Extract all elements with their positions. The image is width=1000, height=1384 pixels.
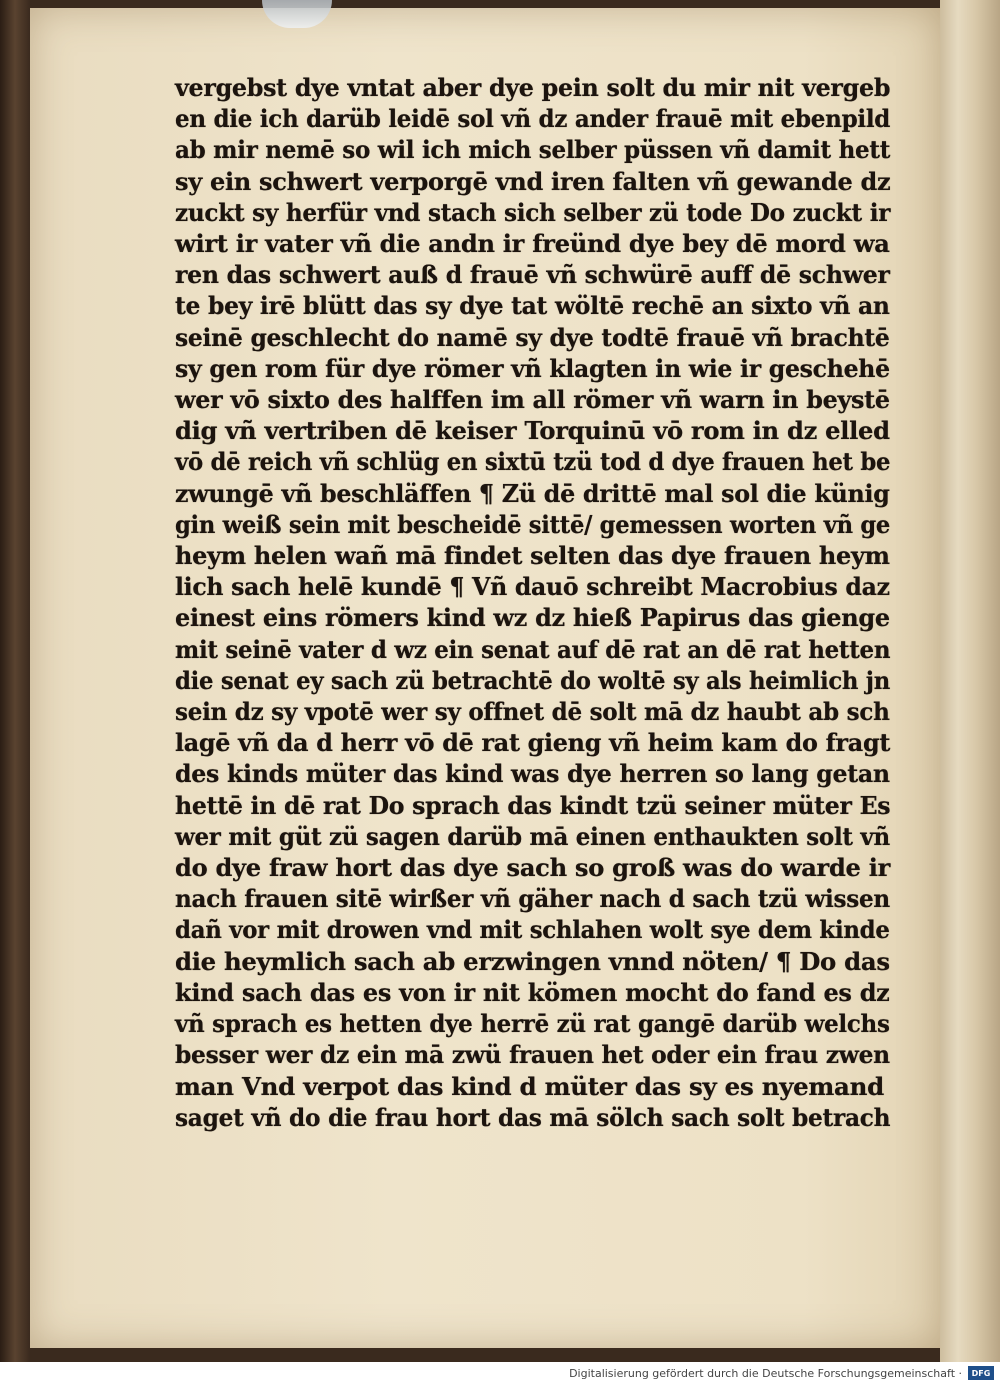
text-line: ren das schwert auß d frauē vñ schwürē auff dē schwer [175,260,890,290]
text-line: sein dz sy vpotē wer sy offnet dē solt mā dz haubt ab sch [175,697,890,727]
text-line: ab mir nemē so wil ich mich selber püssen vñ damit hett [175,135,891,165]
text-line: lich sach helē kundē ¶ Vñ dauō schreibt Macrobius daz [175,572,890,602]
footer-bar [0,1362,1000,1384]
text-line: einest eins römers kind wz dz hieß Papirus das gienge [175,603,890,633]
text-line: gin weiß sein mit bescheidē sittē/ gemessen worten vñ ge [175,509,891,539]
text-line: te bey irē blütt das sy dye tat wöltē rechē an sixto vñ an [175,291,890,321]
text-line: nach frauen sitē wirßer vñ gäher nach d sach tzü wissen [175,884,890,914]
text-line: vñ sprach es hetten dye herrē zü rat gangē darüb welchs [175,1009,890,1039]
text-line: zwungē vñ beschläffen ¶ Zü dē drittē mal sol die künig [175,478,890,508]
text-line: vergebst dye vntat aber dye pein solt du mir nit vergeb [175,73,891,102]
text-line: dañ vor mit drowen vnd mit schlahen wolt sye dem kinde [175,915,890,945]
text-line: zuckt sy herfür vnd stach sich selber zü tode Do zuckt ir [175,197,891,227]
text-line: wer vō sixto des halffen im all römer vñ warn in beystē [175,385,890,415]
text-line: wirt ir vater vñ die andn ir freünd dye bey dē mord wa [175,229,890,259]
dfg-logo-icon: DFG [968,1366,994,1380]
page-stack-edge [940,0,1000,1362]
text-line: besser wer dz ein mā zwü frauen het oder ein frau zwen [175,1040,890,1070]
text-line: wer mit güt zü sagen darüb mā einen enthaukten solt vñ [175,821,890,851]
digitization-credit: Digitalisierung gefördert durch die Deutsche Forschungsgemeinschaft · [569,1366,962,1380]
text-line: en die ich darüb leidē sol vñ dz ander frauē mit ebenpild [175,104,891,134]
text-line: vō dē reich vñ schlüg en sixtū tzü tod d dye frauen het be [175,447,891,477]
text-line: mit seinē vater d wz ein senat auf dē rat an dē rat hetten [175,634,891,664]
text-line: saget vñ do die frau hort das mā sölch sach solt betrach [175,1102,891,1132]
text-line: sy gen rom für dye römer vñ klagten in wie ir geschehē [175,353,890,383]
text-line: hettē in dē rat Do sprach das kindt tzü seiner müter Es [175,790,891,820]
text-line: die senat ey sach zü betrachtē do woltē sy als heimlich jn [175,665,891,695]
text-line: heym helen wañ mā findet selten das dye frauen heym [175,541,890,571]
book-spine [0,0,30,1362]
text-line: seinē geschlecht do namē sy dye todtē frauē vñ brachtē [175,322,890,352]
text-line: man Vnd verpot das kind d müter das sy es nyemand [175,1071,884,1101]
text-line: lagē vñ da d herr vō dē rat gieng vñ heim kam do fragt [175,728,891,758]
text-line: kind sach das es von ir nit kömen mocht do fand es dz [175,977,890,1007]
text-line: dig vñ vertriben dē keiser Torquinū vō rom in dz elled [175,416,890,446]
text-line: des kinds müter das kind was dye herren so lang getan [175,759,890,789]
text-line: do dye fraw hort das dye sach so groß was do warde ir [175,853,890,883]
blackletter-text-block [175,72,890,1202]
text-line: die heymlich sach ab erzwingen vnnd nöten/ ¶ Do das [175,946,890,976]
text-line: sy ein schwert verporgē vnd iren falten vñ gewande dz [175,166,891,196]
